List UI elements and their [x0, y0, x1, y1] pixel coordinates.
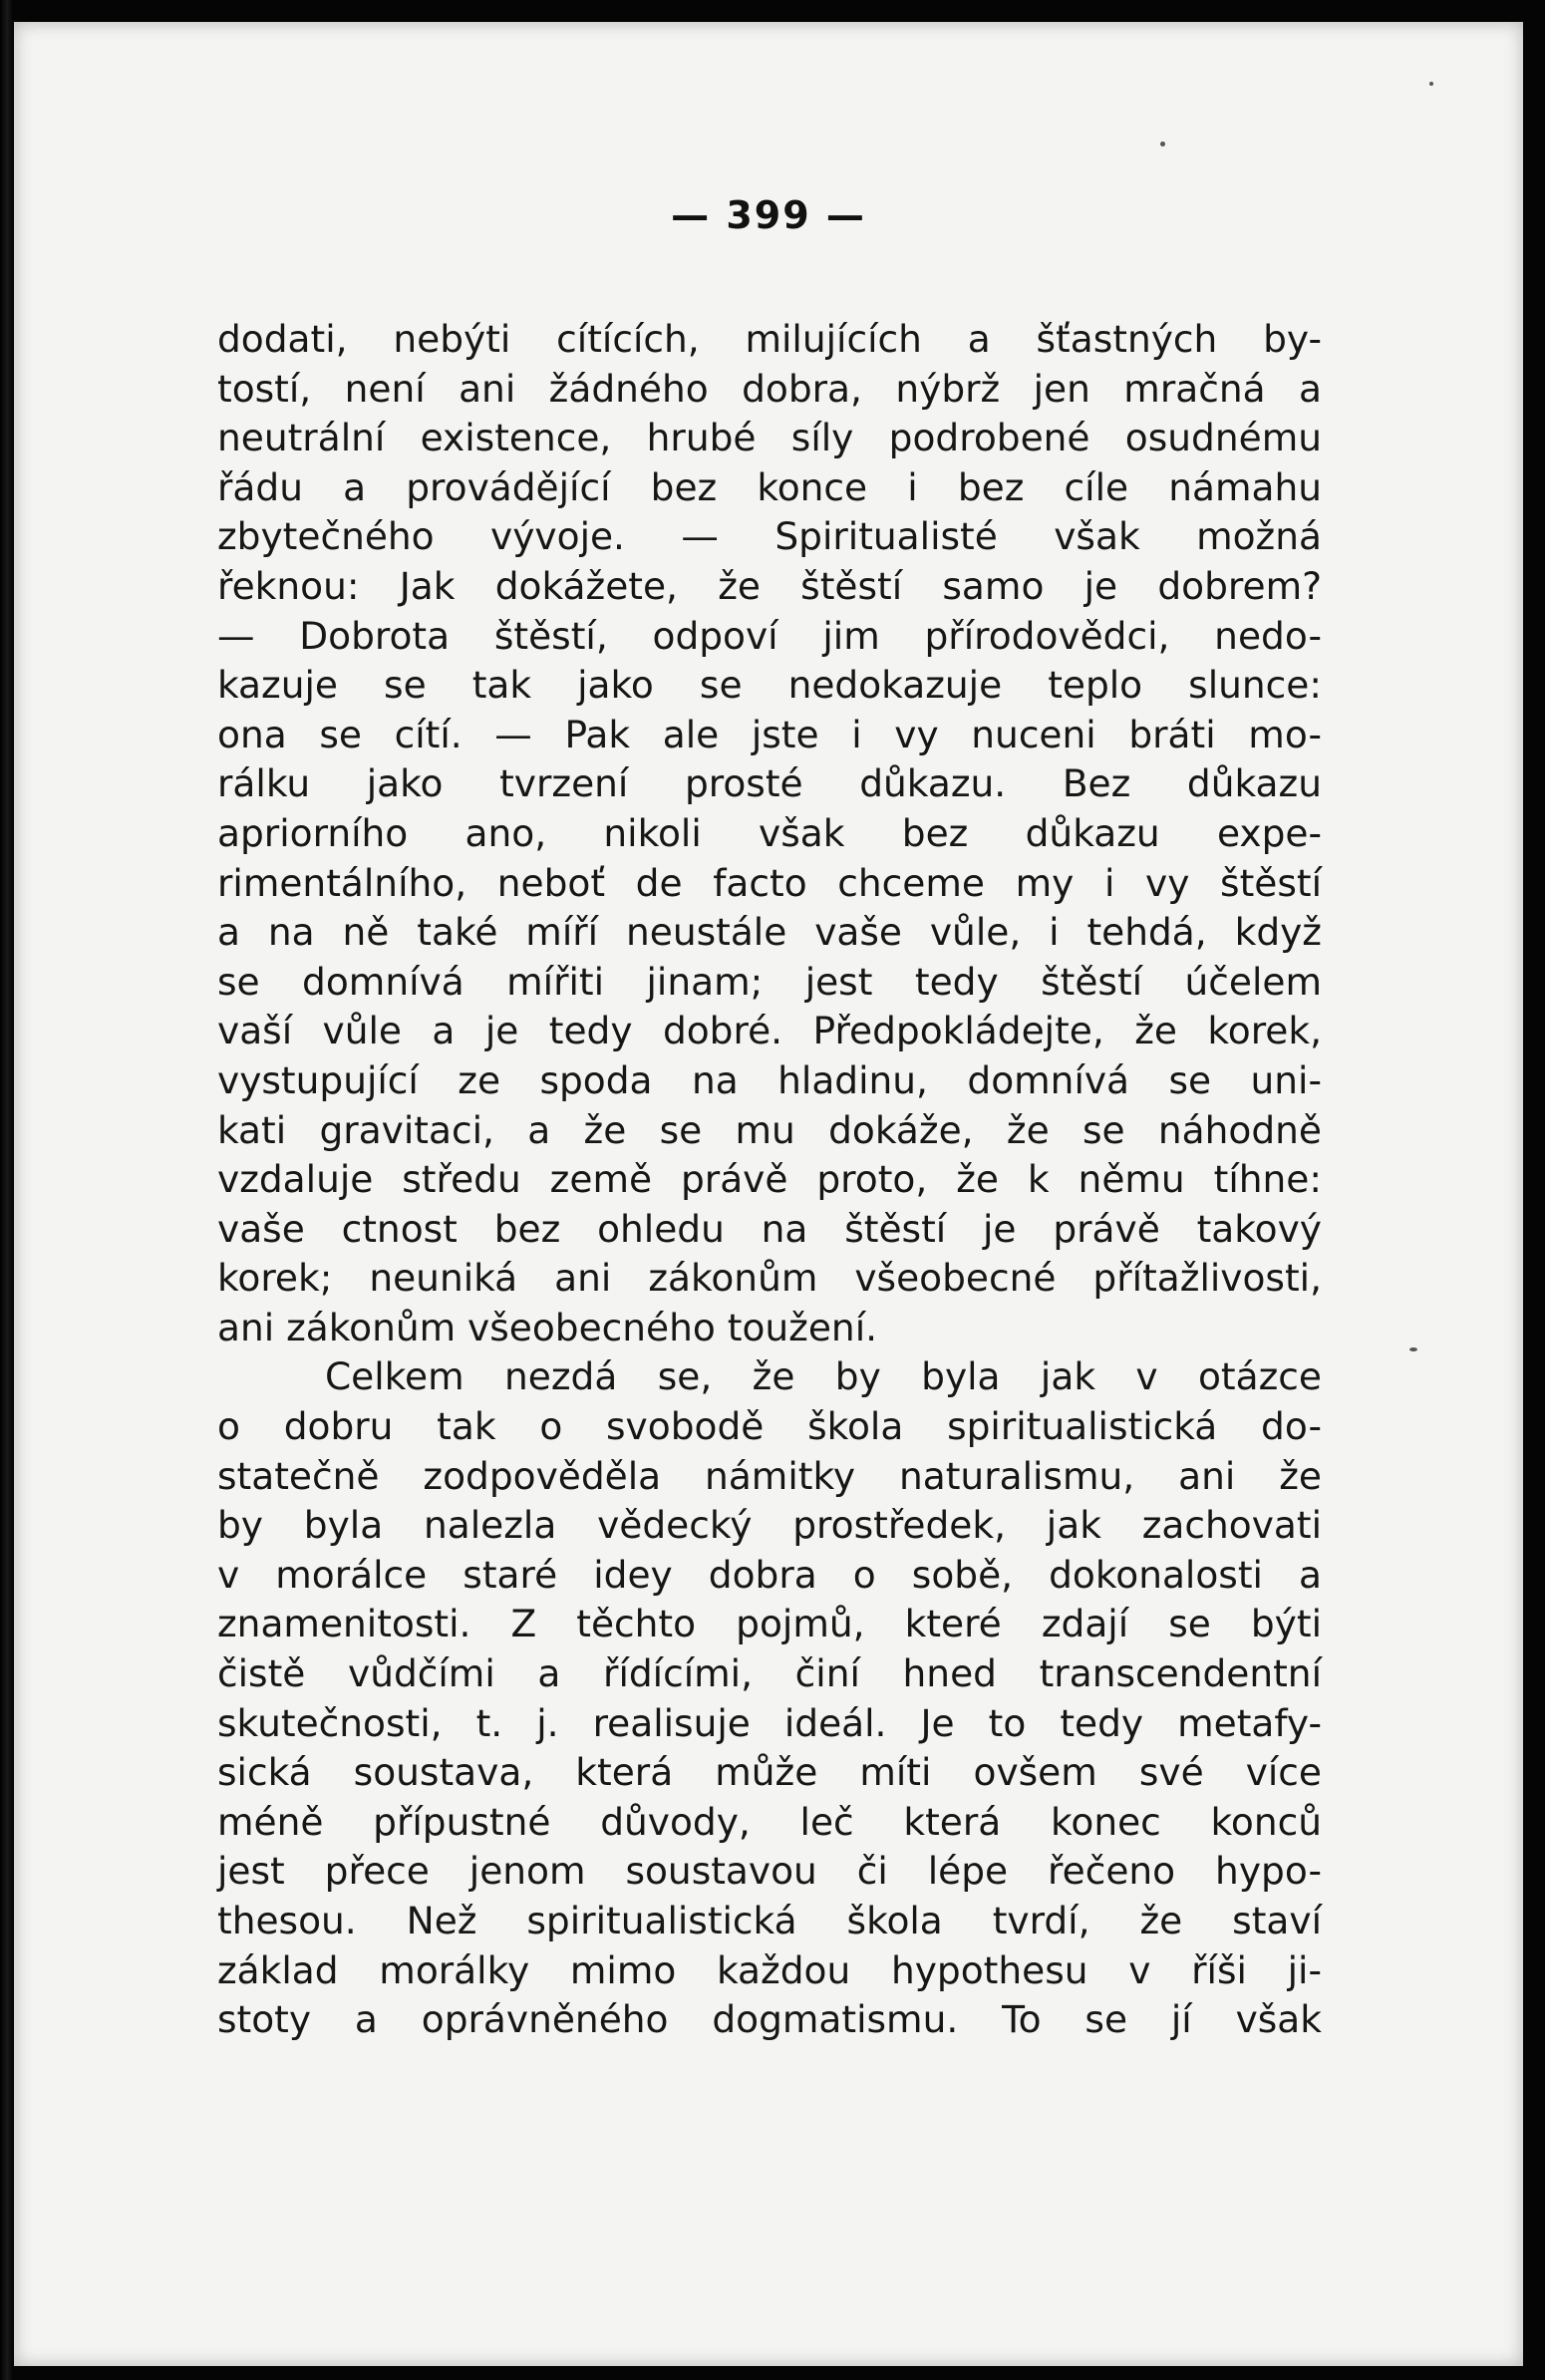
text-line: se domnívá mířiti jinam; jest tedy štěstí účelem	[217, 959, 1322, 1004]
text-line: stoty a oprávněného dogmatismu. To se jí však	[217, 1997, 1322, 2042]
text-line: sická soustava, která může míti ovšem své více	[217, 1750, 1322, 1795]
text-line: korek; neuniká ani zákonům všeobecné přítažlivosti,	[217, 1256, 1322, 1301]
text-line: řádu a provádějící bez konce i bez cíle námahu	[217, 464, 1322, 509]
text-line: ona se cítí. — Pak ale jste i vy nuceni bráti mo-	[217, 712, 1322, 756]
text-line: zbytečného vývoje. — Spiritualisté však možná	[217, 514, 1322, 559]
text-line: znamenitosti. Z těchto pojmů, které zdají se býti	[217, 1602, 1322, 1646]
text-line: jest přece jenom soustavou či lépe řečeno hypo-	[217, 1849, 1322, 1894]
text-line: kati gravitaci, a že se mu dokáže, že se náhodně	[217, 1107, 1322, 1152]
text-line: vaše ctnost bez ohledu na štěstí je právě takový	[217, 1206, 1322, 1251]
scan-speck	[1160, 142, 1165, 147]
text-line: thesou. Než spiritualistická škola tvrdí, že staví	[217, 1899, 1322, 1942]
text-line: statečně zodpověděla námitky naturalismu, ani že	[217, 1453, 1322, 1498]
text-line: kazuje se tak jako se nedokazuje teplo slunce:	[217, 663, 1322, 708]
text-line: Celkem nezdá se, že by byla jak v otázce	[325, 1354, 1322, 1399]
text-line: rimentálního, neboť de facto chceme my i vy štěstí	[217, 860, 1322, 905]
text-line: vystupující ze spoda na hladinu, domnívá se uni-	[217, 1057, 1322, 1102]
text-line: čistě vůdčími a řídícími, činí hned transcendentní	[217, 1651, 1322, 1696]
text-line: o dobru tak o svobodě škola spiritualistická do-	[217, 1404, 1322, 1449]
text-line: apriorního ano, nikoli však bez důkazu expe-	[217, 810, 1322, 855]
book-spine-edge	[0, 0, 14, 2380]
scan-speck	[1429, 82, 1433, 86]
text-line: dodati, nebýti cítících, milujících a šťastných by-	[217, 317, 1322, 361]
text-line: by byla nalezla vědecký prostředek, jak zachovati	[217, 1503, 1322, 1548]
scan-speck	[1409, 1347, 1417, 1351]
text-line: tostí, není ani žádného dobra, nýbrž jen mračná a	[217, 366, 1322, 411]
text-line: skutečnosti, t. j. realisuje ideál. Je to tedy metafy-	[217, 1700, 1322, 1745]
text-line: vzdaluje středu země právě proto, že k němu tíhne:	[217, 1157, 1322, 1202]
text-line: méně přípustné důvody, leč která konec konců	[217, 1799, 1322, 1844]
text-line: v morálce staré idey dobra o sobě, dokonalosti a	[217, 1552, 1322, 1597]
book-page	[14, 22, 1523, 2366]
text-line: a na ně také míří neustále vaše vůle, i tehdá, když	[217, 910, 1322, 955]
text-line: neutrální existence, hrubé síly podrobené osudnému	[217, 416, 1322, 460]
text-line: ani zákonům všeobecného toužení.	[217, 1305, 878, 1349]
page-body-text	[217, 315, 1322, 2045]
text-line: základ morálky mimo každou hypothesu v říši ji-	[217, 1947, 1322, 1992]
text-line: — Dobrota štěstí, odpoví jim přírodovědci, nedo-	[217, 613, 1322, 658]
page-number: — 399 —	[671, 193, 866, 237]
text-line: vaší vůle a je tedy dobré. Předpokládejte, že korek,	[217, 1009, 1322, 1053]
text-line: řeknou: Jak dokážete, že štěstí samo je dobrem?	[217, 563, 1322, 608]
text-line: rálku jako tvrzení prosté důkazu. Bez důkazu	[217, 761, 1322, 806]
